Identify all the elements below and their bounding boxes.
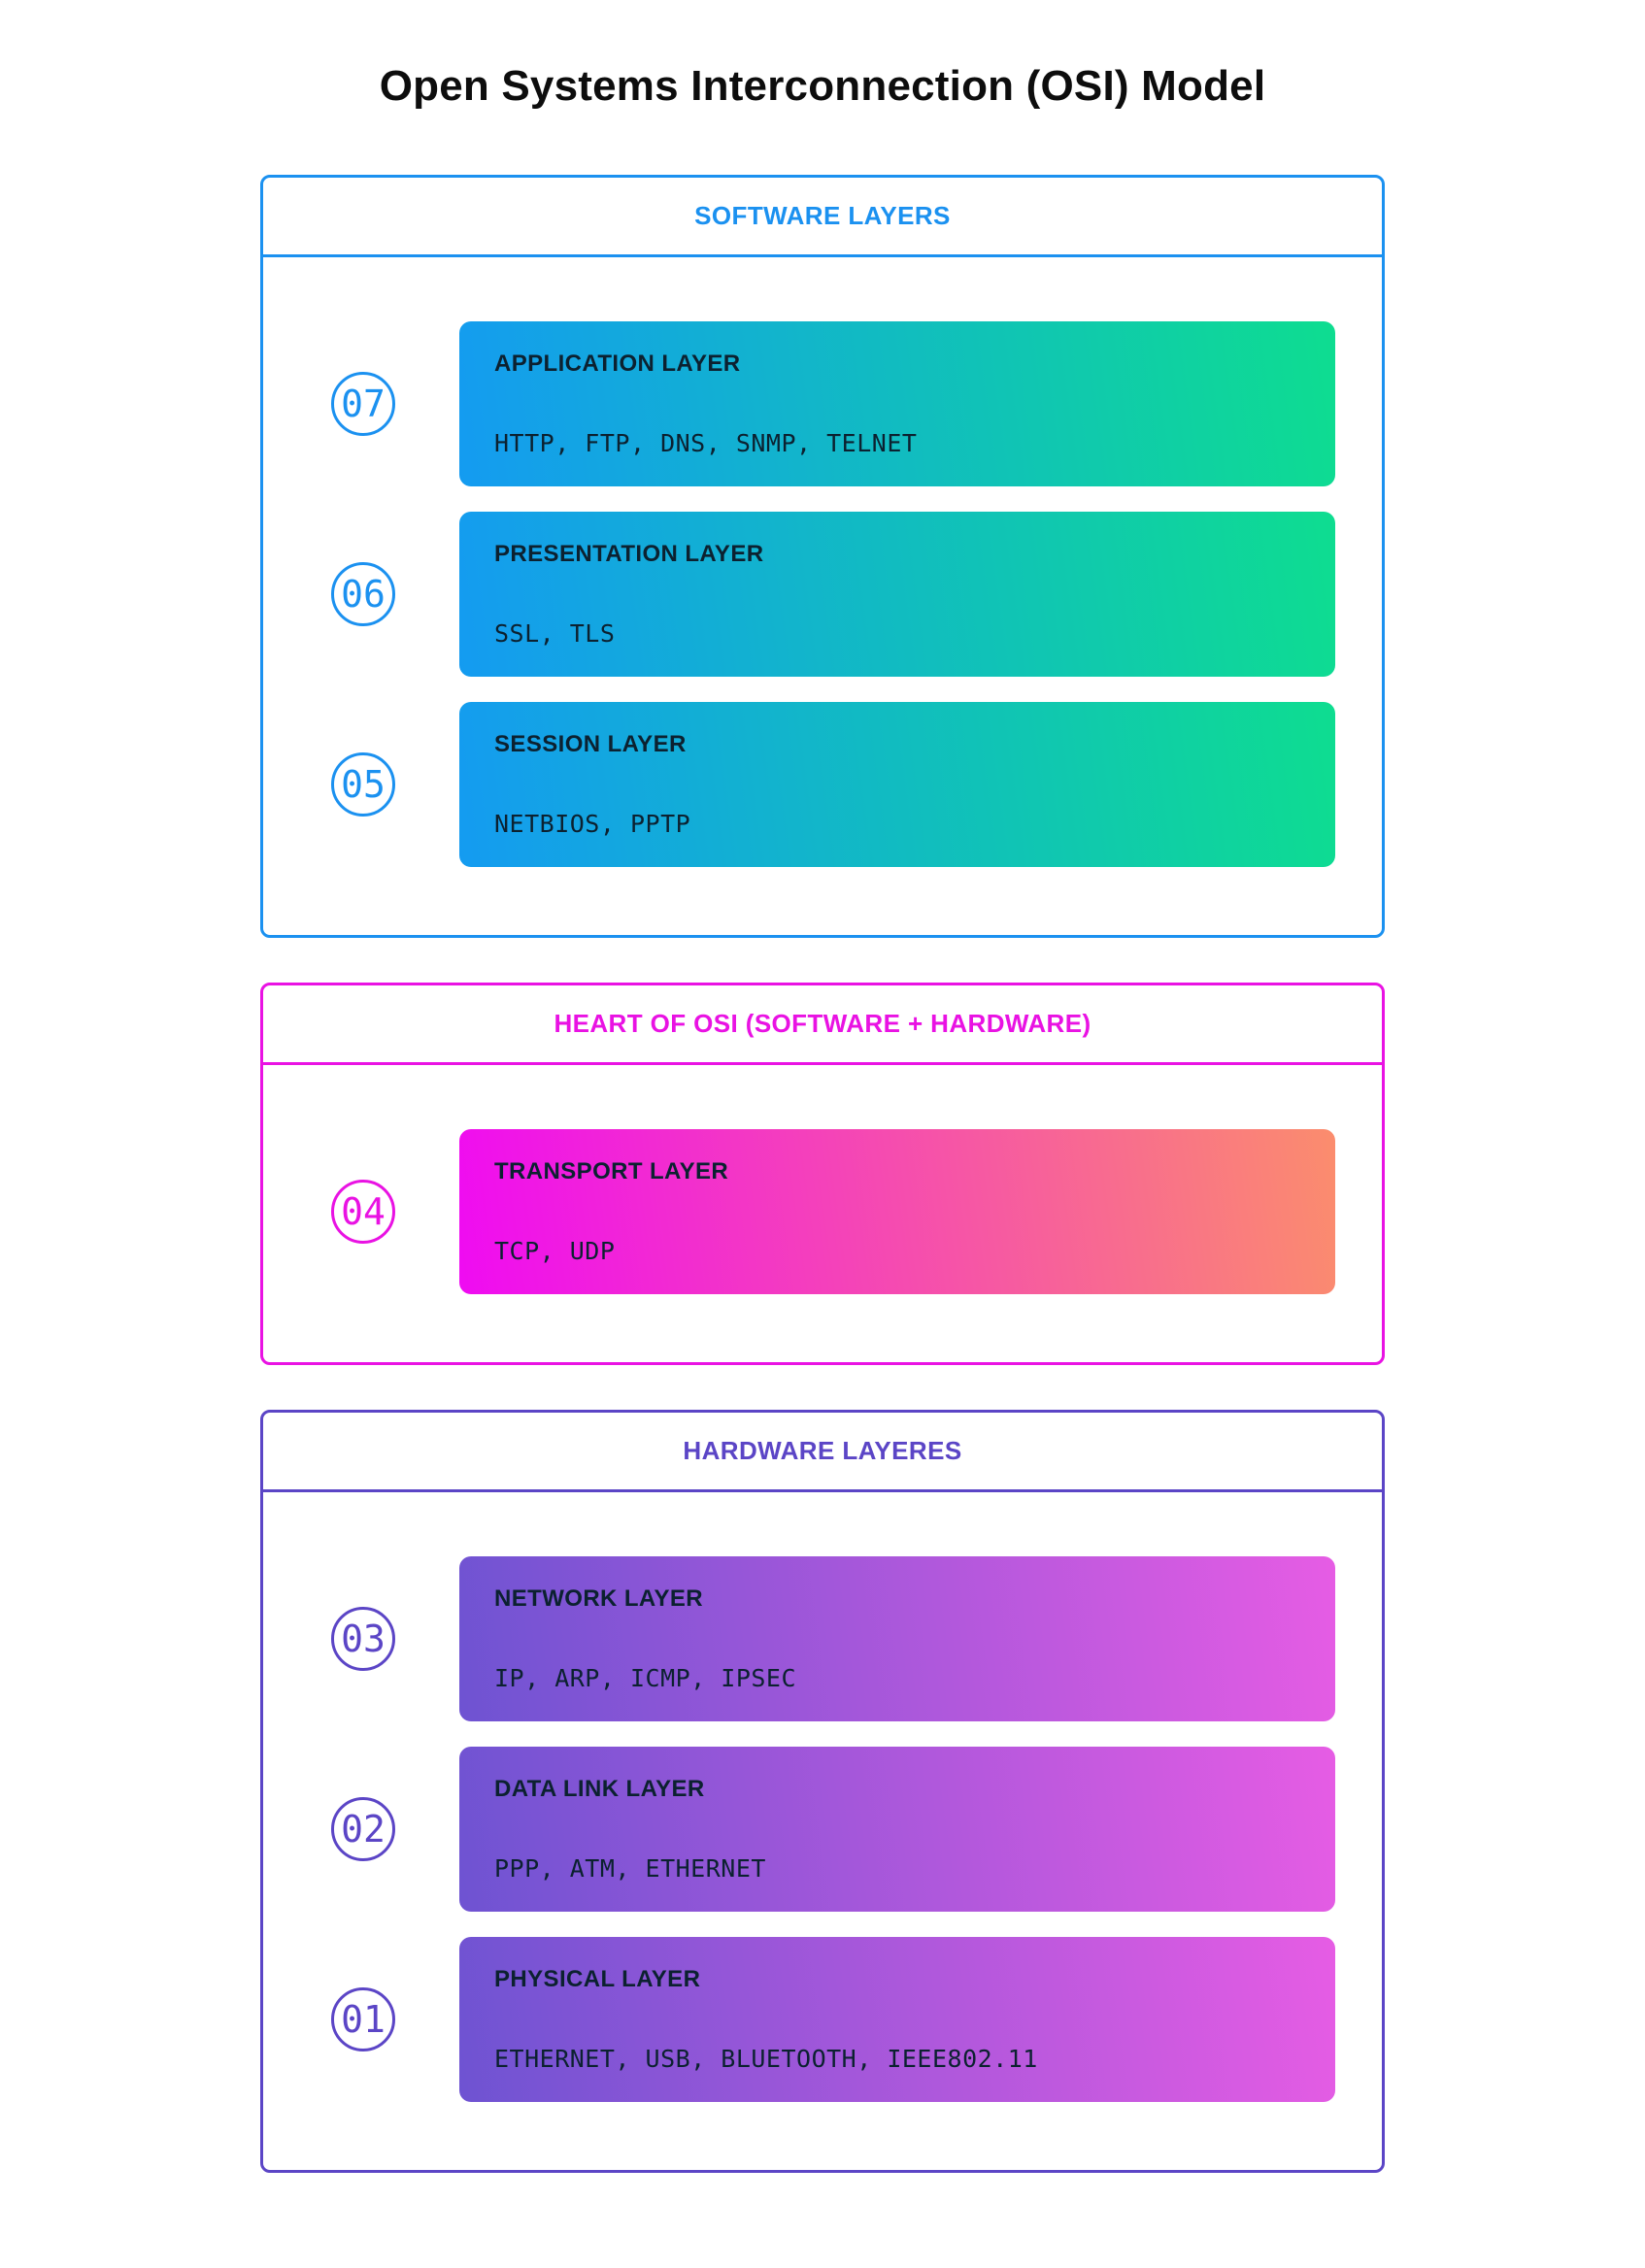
layer-protocols: ETHERNET, USB, BLUETOOTH, IEEE802.11	[494, 2045, 1038, 2073]
section-header-software: SOFTWARE LAYERS	[263, 178, 1382, 257]
layer-card-application	[459, 321, 1335, 486]
layer-row-presentation	[331, 512, 1335, 677]
section-hardware-layers	[260, 1410, 1385, 2173]
layer-card-session	[459, 702, 1335, 867]
layer-row-session	[331, 702, 1335, 867]
layer-row-network	[331, 1556, 1335, 1721]
layer-protocols: TCP, UDP	[494, 1237, 616, 1265]
section-heart-of-osi	[260, 983, 1385, 1365]
layer-title: APPLICATION LAYER	[494, 350, 741, 377]
layer-card-data-link	[459, 1747, 1335, 1912]
layer-protocols: IP, ARP, ICMP, IPSEC	[494, 1664, 797, 1692]
section-body-hardware	[263, 1492, 1382, 2170]
section-header-heart: HEART OF OSI (SOFTWARE + HARDWARE)	[263, 985, 1382, 1065]
layer-title: PRESENTATION LAYER	[494, 541, 764, 567]
layer-card-network	[459, 1556, 1335, 1721]
layer-card-transport	[459, 1129, 1335, 1294]
layer-number-badge-04: 04	[331, 1180, 395, 1244]
layer-number-badge-06: 06	[331, 562, 395, 626]
layer-number-badge-01: 01	[331, 1987, 395, 2051]
layer-row-transport	[331, 1129, 1335, 1294]
layer-title: NETWORK LAYER	[494, 1585, 703, 1612]
layer-protocols: PPP, ATM, ETHERNET	[494, 1854, 766, 1883]
section-header-hardware: HARDWARE LAYERES	[263, 1413, 1382, 1492]
layer-row-physical	[331, 1937, 1335, 2102]
layer-number-badge-05: 05	[331, 752, 395, 817]
layer-number-badge-03: 03	[331, 1607, 395, 1671]
layer-card-physical	[459, 1937, 1335, 2102]
layer-title: DATA LINK LAYER	[494, 1776, 705, 1802]
section-body-heart	[263, 1065, 1382, 1362]
layer-title: TRANSPORT LAYER	[494, 1158, 729, 1184]
layer-protocols: HTTP, FTP, DNS, SNMP, TELNET	[494, 429, 918, 457]
layer-number-badge-02: 02	[331, 1797, 395, 1861]
layer-card-presentation	[459, 512, 1335, 677]
layer-number-badge-07: 07	[331, 372, 395, 436]
layer-title: PHYSICAL LAYER	[494, 1966, 701, 1992]
layer-row-data-link	[331, 1747, 1335, 1912]
page-title: Open Systems Interconnection (OSI) Model	[379, 62, 1266, 110]
layer-protocols: NETBIOS, PPTP	[494, 810, 691, 838]
layer-row-application	[331, 321, 1335, 486]
section-software-layers	[260, 175, 1385, 938]
section-body-software	[263, 257, 1382, 935]
layer-title: SESSION LAYER	[494, 731, 687, 757]
layer-protocols: SSL, TLS	[494, 619, 616, 648]
